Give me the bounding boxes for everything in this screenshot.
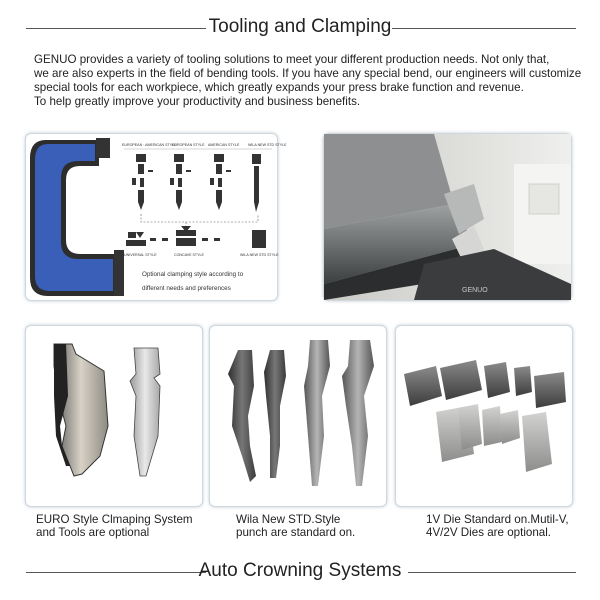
bottom-label: UNIVERSAL STYLE	[124, 253, 157, 257]
bottom-label: CONCAVE STYLE	[174, 253, 204, 257]
dies-image	[396, 326, 572, 506]
wila-punch-card	[209, 325, 387, 507]
caption-line: 4V/2V Dies are optional.	[426, 526, 552, 539]
section-heading-crowning	[0, 558, 600, 588]
section-title: Auto Crowning Systems	[198, 560, 402, 581]
press-brake-photo	[324, 134, 571, 300]
clamping-diagram-card	[25, 133, 287, 301]
caption-line: Wila New STD.Style	[236, 513, 341, 526]
clamping-diagram	[26, 134, 287, 300]
diagram-caption-line: different needs and preferences	[142, 285, 231, 292]
section-title: Tooling and Clamping	[208, 16, 392, 37]
caption-line: punch are standard on.	[236, 526, 356, 539]
heading-rule-right	[392, 28, 576, 29]
intro-paragraph	[34, 53, 582, 109]
euro-tools-image	[26, 326, 202, 506]
intro-line: To help greatly improve your productivity and business benefits.	[34, 95, 361, 108]
caption-line: 1V Die Standard on.Mutil-V,	[426, 513, 569, 526]
style-label: WILA NEW STD STYLE	[248, 143, 287, 147]
diagram-caption-line: Optional clamping style according to	[142, 271, 244, 278]
heading-rule-right	[408, 572, 576, 573]
intro-line: GENUO provides a variety of tooling solutions to meet your different production needs. Not only that,	[34, 53, 550, 66]
clamp-column-4	[252, 154, 261, 212]
euro-tools-card	[25, 325, 203, 507]
caption-line: and Tools are optional	[36, 526, 150, 539]
style-label: EUROPEAN · AMERICAN STYLE	[122, 143, 177, 147]
euro-tools-caption	[36, 513, 193, 539]
section-heading-tooling	[0, 14, 600, 44]
dies-card	[395, 325, 573, 507]
caption-line: EURO Style Clmaping System	[36, 513, 193, 526]
style-label: EUROPEAN STYLE	[172, 143, 205, 147]
wila-punch-caption	[236, 513, 355, 539]
dies-caption	[426, 513, 569, 539]
lower-beam-block	[114, 250, 124, 296]
clamp-column-1	[132, 154, 153, 210]
machine-brand: GENUO	[462, 287, 488, 294]
clamp-column-2	[170, 154, 191, 210]
clamp-column-3	[210, 154, 231, 210]
bottom-label: WILA NEW STD STYLE	[240, 253, 279, 257]
wila-punch-image	[210, 326, 386, 506]
intro-line: special tools for each workpiece, which greatly expands your press brake function and revenue.	[34, 81, 524, 94]
machine-photo-card	[323, 133, 572, 301]
die-row	[126, 226, 266, 248]
style-label: AMERICAN STYLE	[208, 143, 240, 147]
upper-beam-block	[96, 138, 110, 158]
intro-line: we are also experts in the field of bending tools. If you have any special bend, our engineers will customize	[34, 67, 582, 80]
